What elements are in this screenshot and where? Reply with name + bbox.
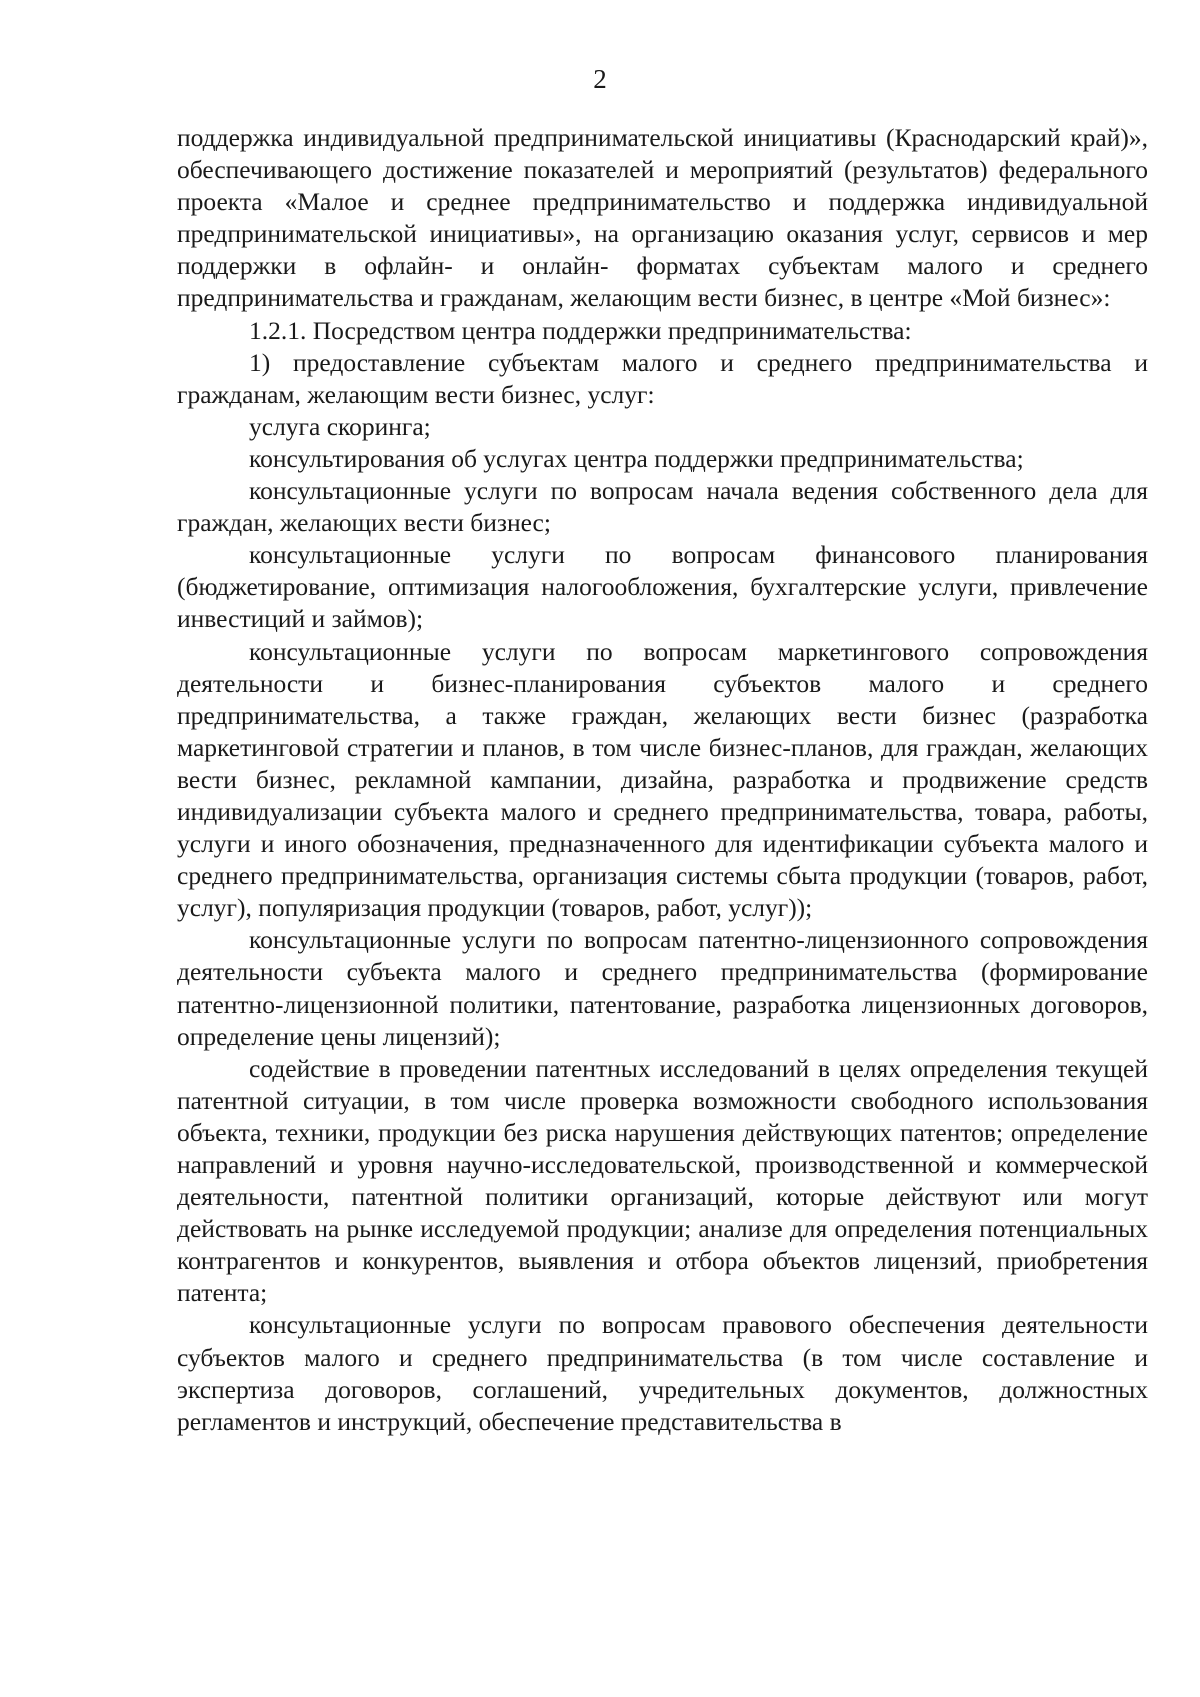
paragraph-consulting-marketing: консультационные услуги по вопросам маркетингового сопровождения деятельности и бизнес-планирования субъектов малого и среднего предпринимательства, а также граждан, желающих вести бизнес (разработка маркетинговой стратегии и планов, в том числе бизнес-планов, для граждан, желающих вести бизнес, рекламной кампании, дизайна, разработка и продвижение средств индивидуализации субъекта малого и среднего предпринимательства, товара, работы, услуги и иного обозначения, предназначенного для идентификации субъекта малого и среднего предпринимательства, организация системы сбыта продукции (товаров, работ, услуг), популяризация продукции (товаров, работ, услуг)); <box>177 636 1148 923</box>
paragraph-item-1: 1) предоставление субъектам малого и среднего предпринимательства и гражданам, желающим вести бизнес, услуг: <box>177 347 1148 409</box>
page-number: 2 <box>593 64 607 94</box>
paragraph-consulting-financial-planning: консультационные услуги по вопросам финансового планирования (бюджетирование, оптимизация налогообложения, бухгалтерские услуги, привлечение инвестиций и займов); <box>177 540 1148 634</box>
document-body <box>177 122 1148 1438</box>
paragraph-consulting-legal: консультационные услуги по вопросам правового обеспечения деятельности субъектов малого и среднего предпринимательства (в том числе составление и экспертиза договоров, соглашений, учредительных документов, должностных регламентов и инструкций, обеспечение представительства в <box>177 1310 1148 1436</box>
paragraph-scoring-service: услуга скоринга; <box>249 411 431 441</box>
paragraph-section-1-2-1: 1.2.1. Посредством центра поддержки предпринимательства: <box>249 315 912 345</box>
paragraph-consulting-center-services: консультирования об услугах центра поддержки предпринимательства; <box>249 443 1024 473</box>
paragraph-consulting-business-start: консультационные услуги по вопросам начала ведения собственного дела для граждан, желающих вести бизнес; <box>177 476 1148 538</box>
paragraph-intro-continuation: поддержка индивидуальной предпринимательской инициативы (Краснодарский край)», обеспечивающего достижение показателей и мероприятий (результатов) федерального проекта «Малое и среднее предпринимательство и поддержка индивидуальной предпринимательской инициативы», на организацию оказания услуг, сервисов и мер поддержки в офлайн- и онлайн- форматах субъектам малого и среднего предпринимательства и гражданам, желающим вести бизнес, в центре «Мой бизнес»: <box>177 123 1148 313</box>
paragraph-consulting-patent-licensing: консультационные услуги по вопросам патентно-лицензионного сопровождения деятельности субъекта малого и среднего предпринимательства (формирование патентно-лицензионной политики, патентование, разработка лицензионных договоров, определение цены лицензий); <box>177 925 1148 1051</box>
paragraph-patent-research: содействие в проведении патентных исследований в целях определения текущей патентной ситуации, в том числе проверка возможности свободного использования объекта, техники, продукции без риска нарушения действующих патентов; определение направлений и уровня научно-исследовательской, производственной и коммерческой деятельности, патентной политики организаций, которые действуют или могут действовать на рынке исследуемой продукции; анализе для определения потенциальных контрагентов и конкурентов, выявления и отбора объектов лицензий, приобретения патента; <box>177 1053 1148 1308</box>
